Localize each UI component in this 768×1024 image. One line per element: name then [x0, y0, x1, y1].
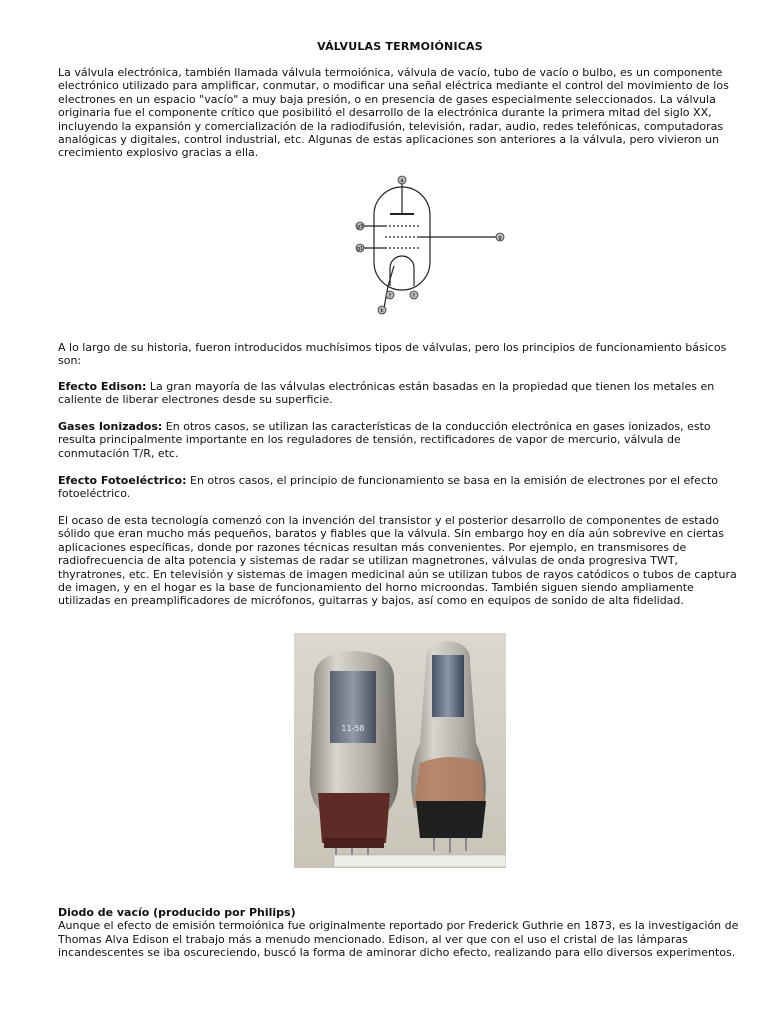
foto-paragraph [58, 474, 742, 501]
label-f1: f [389, 293, 391, 299]
vacuum-tubes-photo [294, 633, 506, 868]
label-f2: f [413, 293, 415, 299]
diodo-text: Aunque el efecto de emisión termoiónica fue originalmente reportado por Frederick Guthrie en 1873, es la investigación de Thomas Alva Edison el trabajo más a menudo mencionado. Edison, al ver que con el uso el cristal de las lámparas incandescentes se iba oscureciendo, buscó la forma de aminorar dicho efecto, realizando para ello diversos experimentos. [58, 919, 739, 960]
diodo-heading: Diodo de vacío (producido por Philips) [58, 906, 296, 919]
edison-text: La gran mayoría de las válvulas electrónicas están basadas en la propiedad que tienen los metales en caliente de liberar electrones desde su superficie. [58, 380, 715, 407]
ruler [334, 855, 506, 867]
gases-paragraph [58, 420, 742, 460]
foto-text: En otros casos, el principio de funcionamiento se basa en la emisión de electrones por el efecto fotoeléctrico. [58, 474, 719, 501]
label-g1: g1 [356, 246, 364, 252]
label-anode: a [400, 178, 404, 184]
tube-marking: 11-58 [341, 724, 365, 733]
label-g3: g3 [356, 224, 364, 230]
vacuum-tube-schematic [350, 170, 510, 320]
document-title: VÁLVULAS TERMOIÓNICAS [317, 40, 483, 53]
left-tube [310, 651, 399, 863]
diodo-paragraph [58, 906, 742, 960]
gases-heading: Gases Ionizados: [58, 420, 163, 433]
gases-text: En otros casos, se utilizan las características de la conducción electrónica en gases ionizados, esto resulta principalmente importante en los reguladores de tensión, rectificadores de vapor de mercurio, válvula de conmutación T/R, etc. [58, 420, 711, 460]
label-k: k [380, 308, 384, 314]
label-g2: g [498, 235, 502, 241]
history-paragraph: A lo largo de su historia, fueron introducidos muchísimos tipos de válvulas, pero los principios de funcionamiento básicos son: [58, 341, 727, 368]
ocaso-paragraph: El ocaso de esta tecnología comenzó con la invención del transistor y el posterior desarrollo de componentes de estado sólido que eran mucho más pequeños, baratos y fiables que la válvula. Sin embargo hoy en día aún sobrevive en ciertas aplicaciones específicas, donde por razones técnicas resultan más convenientes. Por ejemplo, en transmisores de radiofrecuencia de alta potencia y sistemas de radar se utilizan magnetrones, válvulas de onda progresiva TWT, thyratrones, etc. En televisión y sistemas de imagen medicinal aún se utilizan tubos de rayos catódicos o tubos de captura de imagen, y en el hogar es la base de funcionamiento del horno microondas. También siguen siendo ampliamente utilizadas en preamplificadores de micrófonos, guitarras y bajos, así como en equipos de sonido de alta fidelidad. [58, 514, 737, 608]
edison-paragraph [58, 380, 742, 407]
edison-heading: Efecto Edison: [58, 380, 147, 393]
foto-heading: Efecto Fotoeléctrico: [58, 474, 187, 487]
intro-paragraph: La válvula electrónica, también llamada válvula termoiónica, válvula de vacío, tubo de vacío o bulbo, es un componente electrónico utilizado para amplificar, conmutar, o modificar una señal eléctrica mediante el control del movimiento de los electrones en un espacio "vacío" a muy baja presión, o en presencia de gases especialmente seleccionados. La válvula originaria fue el componente crítico que posibilitó el desarrollo de la electrónica durante la primera mitad del siglo XX, incluyendo la expansión y comercialización de la radiodifusión, televisión, radar, audio, redes telefónicas, computadoras analógicas y digitales, control industrial, etc. Algunas de estas aplicaciones son anteriores a la válvula, pero vivieron un crecimiento explosivo gracias a ella. [58, 66, 729, 160]
